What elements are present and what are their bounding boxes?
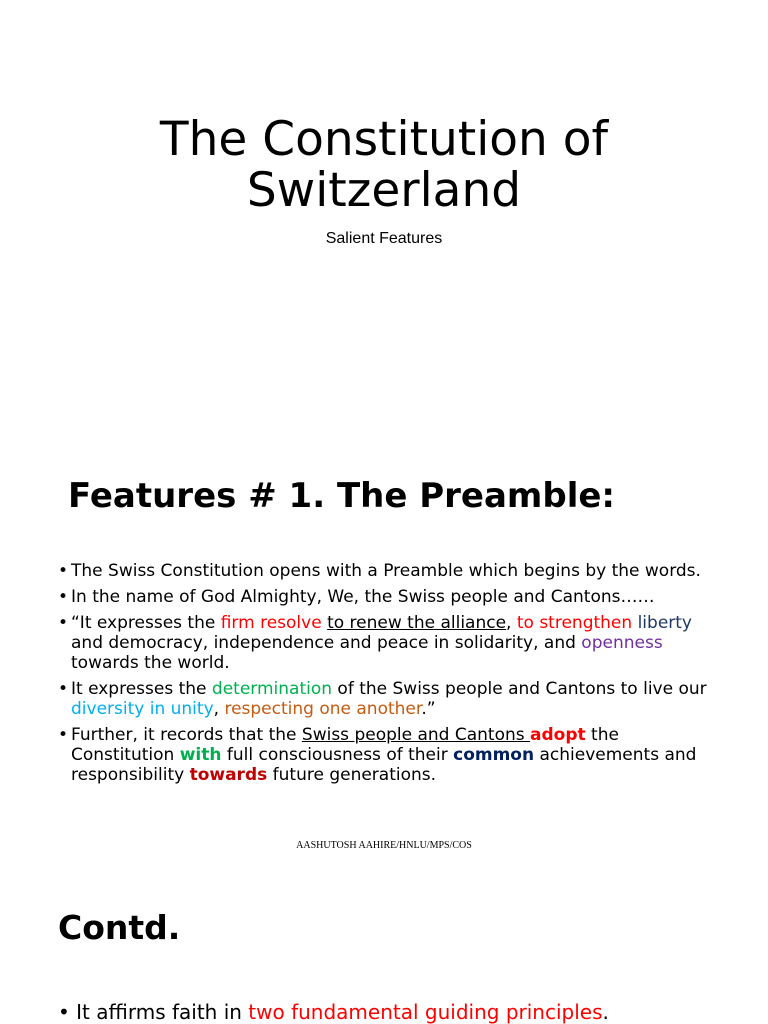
bullet-text: the Constitution — [71, 725, 619, 765]
list-item — [58, 613, 718, 673]
bullet-text: . — [602, 1000, 609, 1024]
slide-footer: AASHUTOSH AAHIRE/HNLU/MPS/COS — [296, 840, 472, 851]
highlight-determination: determination — [211, 679, 333, 699]
title-line-1: The Constitution of — [159, 112, 609, 167]
highlight-common: common — [453, 745, 535, 765]
bullet-text: , — [506, 613, 517, 633]
bullet-text: “It expresses the — [71, 613, 221, 633]
bullet-text: , — [213, 699, 225, 719]
page-subtitle: Salient Features — [325, 230, 443, 247]
list-item — [58, 1000, 609, 1024]
highlight-to-strengthen: to strengthen — [516, 613, 633, 633]
bullet-text: and democracy, independence and peace in solidarity, and — [71, 633, 582, 653]
bullet-dot: • — [58, 725, 69, 745]
highlight-guiding-principles: two fundamental guiding principles — [248, 1000, 603, 1024]
highlight-towards: towards — [189, 765, 268, 785]
contd-heading: Contd. — [58, 908, 181, 947]
bullet-text: towards the world. — [71, 653, 230, 673]
preamble-heading: Features # 1. The Preamble: — [68, 476, 616, 516]
bullet-dot: • — [58, 561, 69, 581]
bullet-text: future generations. — [267, 765, 437, 785]
highlight-openness: openness — [581, 633, 663, 653]
underline-renew-alliance: to renew the alliance — [327, 613, 507, 633]
bullet-text: of the Swiss people and Cantons to live our — [332, 679, 707, 699]
bullet-text: .” — [421, 699, 436, 719]
preamble-bullet-list — [58, 561, 718, 791]
title-line-2: Switzerland — [246, 163, 522, 218]
page-title — [0, 114, 768, 216]
highlight-respecting: respecting one another — [224, 699, 422, 719]
bullet-text: Further, it records that the — [71, 725, 302, 745]
bullet-text: The Swiss Constitution opens with a Preamble which begins by the words. — [71, 561, 701, 581]
list-item — [58, 679, 718, 719]
list-item — [58, 561, 718, 581]
highlight-diversity-in-unity: diversity in unity — [71, 699, 214, 719]
list-item — [58, 587, 718, 607]
highlight-liberty: liberty — [637, 613, 692, 633]
bullet-text: It affirms faith in — [76, 1000, 249, 1024]
bullet-text: In the name of God Almighty, We, the Swiss people and Cantons…… — [71, 587, 655, 607]
highlight-adopt: adopt — [530, 725, 586, 745]
bullet-dot: • — [58, 587, 69, 607]
bullet-text: It expresses the — [71, 679, 212, 699]
bullet-text: achievements and responsibility — [71, 745, 697, 785]
bullet-dot: • — [58, 1000, 70, 1024]
bullet-dot: • — [58, 613, 69, 633]
underline-swiss-people: Swiss people and Cantons — [301, 725, 531, 745]
bullet-text: full consciousness of their — [221, 745, 454, 765]
highlight-with: with — [179, 745, 222, 765]
list-item — [58, 725, 718, 785]
highlight-firm-resolve: firm resolve — [220, 613, 322, 633]
bullet-dot: • — [58, 679, 69, 699]
